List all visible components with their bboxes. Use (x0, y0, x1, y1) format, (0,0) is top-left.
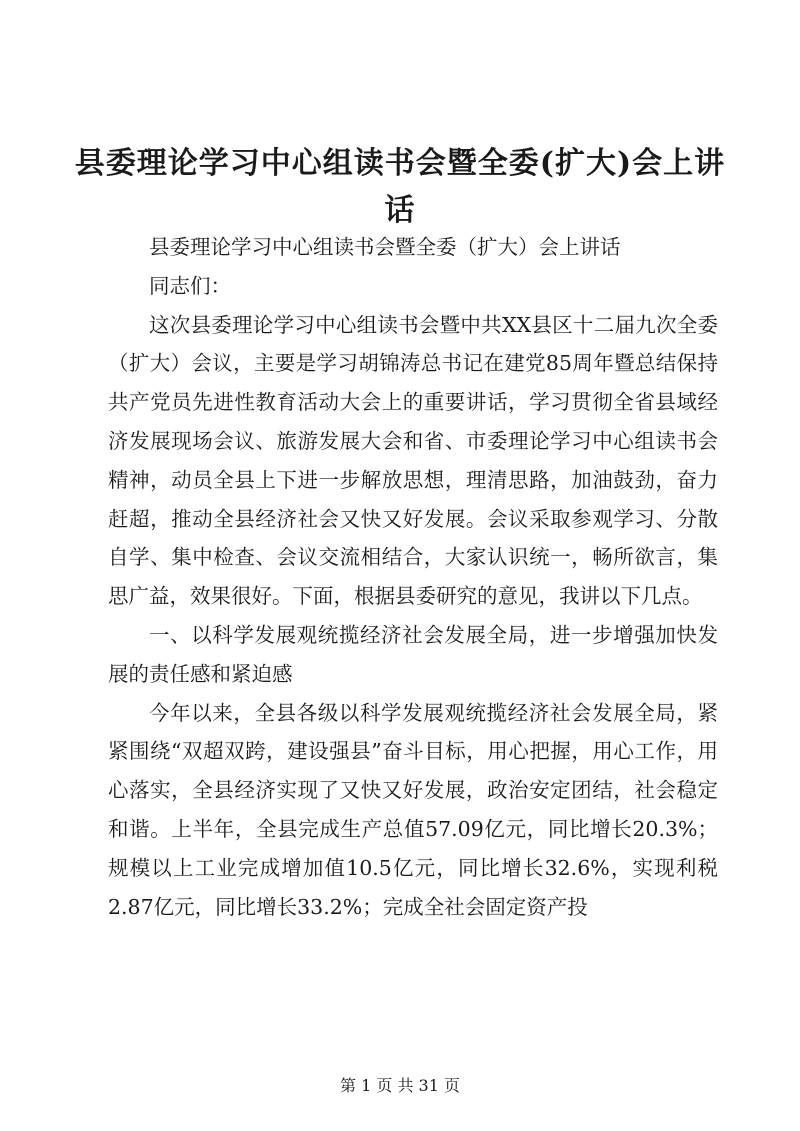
subtitle-paragraph: 县委理论学习中心组读书会暨全委（扩大）会上讲话 (149, 235, 621, 259)
page-number-footer: 第 1 页 共 31 页 (340, 1076, 460, 1095)
body-paragraph: 这次县委理论学习中心组读书会暨中共XX县区十二届九次全委（扩大）会议，主要是学习胡锦涛总书记在建党85周年暨总结保持共产党员先进性教育活动大会上的重要讲话，学习贯彻全省县域经济发展现场会议、旅游发展大会和省、市委理论学习中心组读书会精神，动员全县上下进一步解放思想，理清思路，加油鼓劲，奋力赶超，推动全县经济社会又快又好发展。会议采取参观学习、分散自学、集中检查、会议交流相结合，大家认识统一，畅所欲言，集思广益，效果很好。下面，根据县委研究的意见，我讲以下几点。 (108, 312, 718, 609)
document-title: 县委理论学习中心组读书会暨全委(扩大)会上讲话 (74, 146, 726, 228)
document-body (108, 228, 718, 926)
salutation-paragraph: 同志们： (149, 273, 231, 298)
body-paragraph: 今年以来，全县各级以科学发展观统揽经济社会发展全局，紧紧围绕“双超双跨，建设强县”奋斗目标，用心把握，用心工作，用心落实，全县经济实现了又快又好发展，政治安定团结，社会稳定和谐。上半年，全县完成生产总值57.09亿元，同比增长20.3%；规模以上工业完成增加值10.5亿元，同比增长32.6%，实现利税2.87亿元，同比增长33.2%；完成全社会固定资产投 (108, 700, 718, 919)
section-heading: 一、以科学发展观统揽经济社会发展全局，进一步增强加快发展的责任感和紧迫感 (108, 622, 718, 686)
